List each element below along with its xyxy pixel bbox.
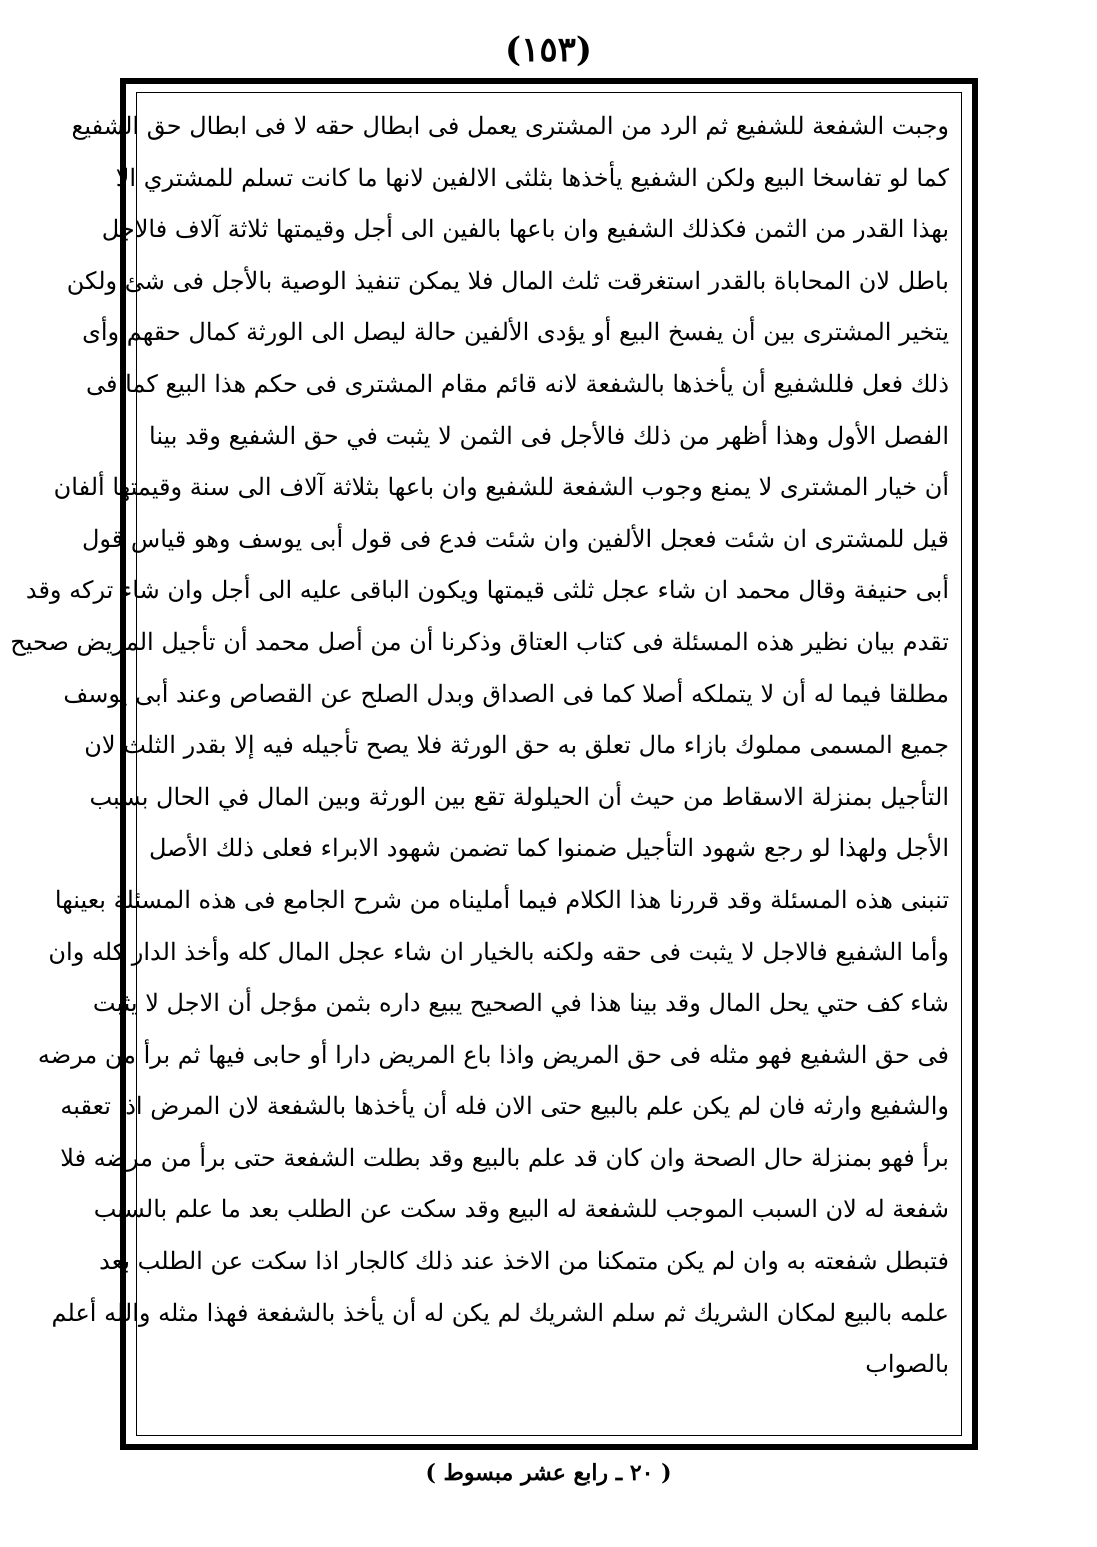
page-border — [10, 78, 978, 1450]
text-line: التأجيل بمنزلة الاسقاط من حيث أن الحيلولة تقع بين الورثة وبين المال في الحال بسبب — [89, 782, 949, 811]
signature-footer: ( ٢٠ ـ رابع عشر مبسوط ) — [425, 1460, 672, 1486]
text-line: ذلك فعل فللشفيع أن يأخذها بالشفعة لانه قائم مقام المشترى فى حكم هذا البيع كما فى — [86, 369, 949, 398]
text-line: بهذا القدر من الثمن فكذلك الشفيع وان باعها بالفين الى أجل وقيمتها ثلاثة آلاف فالاجل — [101, 215, 949, 244]
text-line: شفعة له لان السبب الموجب للشفعة له البيع وقد سكت عن الطلب بعد ما علم بالسبب — [93, 1195, 949, 1224]
text-line: مطلقا فيما له أن لا يتملكه أصلا كما فى الصداق وبدل الصلح عن القصاص وعند أبى يوسف — [63, 679, 949, 708]
text-line: فتبطل شفعته به وان لم يكن متمكنا من الاخذ عند ذلك كالجار اذا سكت عن الطلب بعد — [99, 1247, 949, 1276]
text-line: وجبت الشفعة للشفيع ثم الرد من المشترى يعمل فى ابطال حقه لا فى ابطال حق الشفيع — [71, 112, 949, 140]
text-line: الأجل ولهذا لو رجع شهود التأجيل ضمنوا كما تضمن شهود الابراء فعلى ذلك الأصل — [149, 834, 949, 863]
text-line: باطل لان المحاباة بالقدر استغرقت ثلث المال فلا يمكن تنفيذ الوصية بالأجل فى شئ ولكن — [66, 266, 949, 295]
text-line: والشفيع وارثه فان لم يكن علم بالبيع حتى الان فله أن يأخذها بالشفعة لان المرض اذا تعقبه — [60, 1092, 949, 1121]
text-line: أن خيار المشترى لا يمنع وجوب الشفعة للشفيع وان باعها بثلاثة آلاف الى سنة وقيمتها ألفان — [53, 473, 949, 502]
text-line: جميع المسمى مملوك بازاء مال تعلق به حق الورثة فلا يصح تأجيله فيه إلا بقدر الثلث لان — [84, 731, 949, 760]
main-text — [10, 101, 949, 1391]
text-line: كما لو تفاسخا البيع ولكن الشفيع يأخذها بثلثى الالفين لانها ما كانت تسلم للمشتري الا — [115, 163, 949, 192]
inner-border — [10, 92, 962, 1436]
text-line: قيل للمشترى ان شئت فعجل الألفين وان شئت فدع فى قول أبى يوسف وهو قياس قول — [81, 524, 949, 553]
text-line: بالصواب — [865, 1350, 949, 1379]
text-line: وأما الشفيع فالاجل لا يثبت فى حقه ولكنه بالخيار ان شاء عجل المال كله وأخذ الدار كله وان — [48, 937, 949, 966]
text-line: فى حق الشفيع فهو مثله فى حق المريض واذا باع المريض دارا أو حابى فيها ثم برأ من مرضه — [37, 1040, 949, 1069]
text-line: برأ فهو بمنزلة حال الصحة وان كان قد علم بالبيع وقد بطلت الشفعة حتى برأ من مرضه فلا — [60, 1143, 949, 1172]
text-line: أبى حنيفة وقال محمد ان شاء عجل ثلثى قيمتها ويكون الباقى عليه الى أجل وان شاء تركه وقد — [25, 576, 949, 605]
text-line: تقدم بيان نظير هذه المسئلة فى كتاب العتاق وذكرنا أن من أصل محمد أن تأجيل المريض صحيح — [10, 627, 949, 656]
page-number: (١٥٣) — [505, 30, 592, 70]
text-line: الفصل الأول وهذا أظهر من ذلك فالأجل فى الثمن لا يثبت في حق الشفيع وقد بينا — [149, 421, 949, 450]
text-line: يتخير المشترى بين أن يفسخ البيع أو يؤدى الألفين حالة ليصل الى الورثة كمال حقهم وأى — [82, 318, 949, 347]
text-line: تنبنى هذه المسئلة وقد قررنا هذا الكلام فيما أمليناه من شرح الجامع فى هذه المسئلة بعينها — [54, 885, 949, 914]
text-line: شاء كف حتي يحل المال وقد بينا هذا في الصحيح يبيع داره بثمن مؤجل أن الاجل لا يثبت — [92, 989, 949, 1018]
text-line: علمه بالبيع لمكان الشريك ثم سلم الشريك لم يكن له أن يأخذ بالشفعة فهذا مثله والله أعلم — [51, 1298, 949, 1327]
